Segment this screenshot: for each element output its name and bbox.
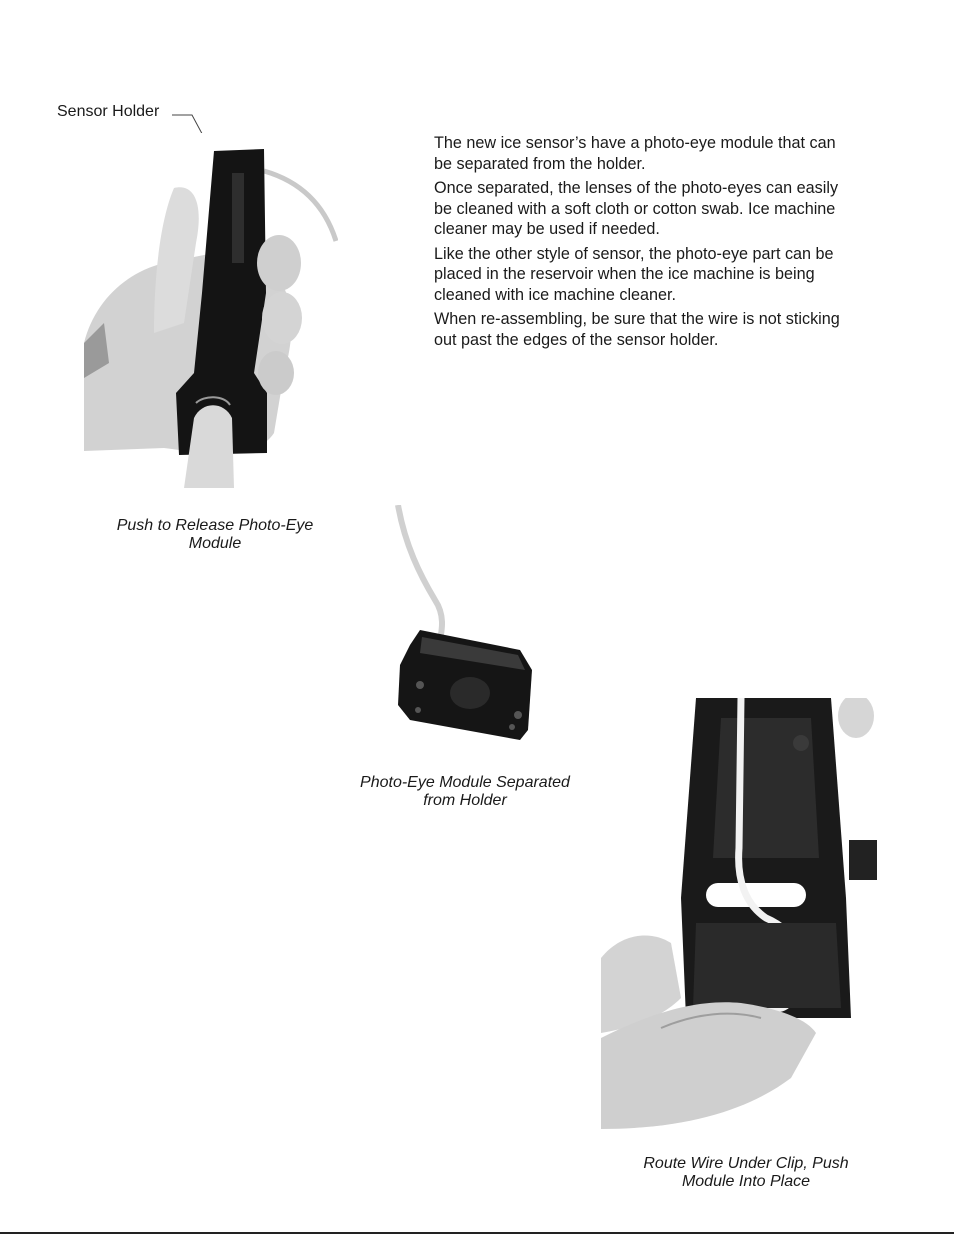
paragraph-2: Once separated, the lenses of the photo-eyes can easily be cleaned with a soft cloth or cotton swab. Ice machine cleaner may be used if needed. bbox=[434, 179, 839, 238]
paragraph-3: Like the other style of sensor, the photo-eye part can be placed in the reservoir when the ice machine is being cleaned with ice machine cleaner. bbox=[434, 244, 834, 304]
paragraph-1: The new ice sensor’s have a photo-eye module that can be separated from the holder. bbox=[434, 134, 836, 173]
caption-route-wire: Route Wire Under Clip, Push Module Into Place bbox=[643, 1155, 849, 1190]
photo-separated-module bbox=[380, 505, 550, 763]
photo-route-wire bbox=[601, 698, 881, 1129]
photo-hand-holding-sensor bbox=[84, 133, 338, 488]
caption-push-release: Push to Release Photo-Eye Module bbox=[116, 517, 314, 552]
footer-rule bbox=[0, 1232, 954, 1234]
sensor-holder-label: Sensor Holder bbox=[57, 103, 160, 120]
instructions-text bbox=[434, 133, 854, 354]
paragraph-4: When re-assembling, be sure that the wire is not sticking out past the edges of the sensor holder. bbox=[434, 310, 840, 349]
caption-separated: Photo-Eye Module Separated from Holder bbox=[360, 774, 570, 809]
